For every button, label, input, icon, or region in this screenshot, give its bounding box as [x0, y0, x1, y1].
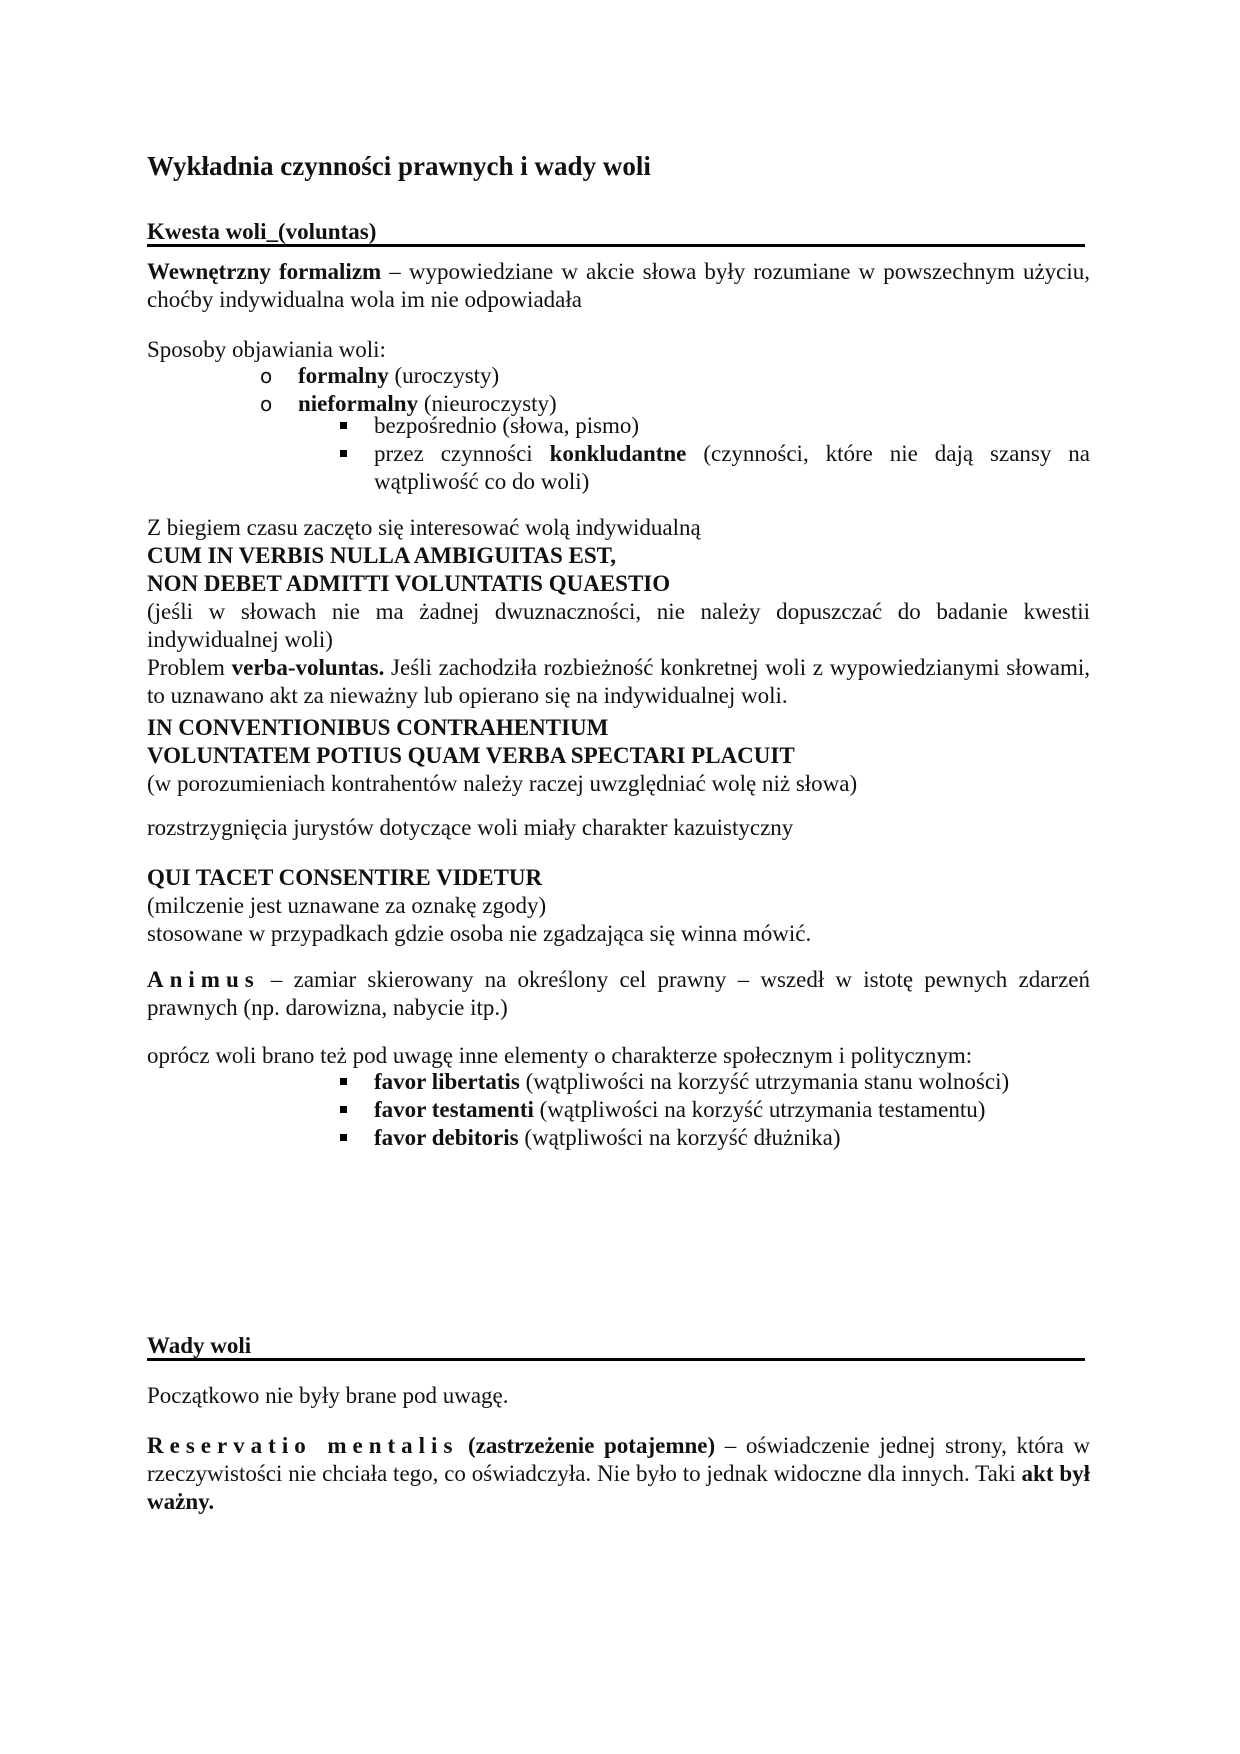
circle-bullet-icon: o [260, 392, 273, 416]
reservatio-conclusion: akt był ważny. [147, 1461, 1090, 1514]
sub-item-term: konkludantne [549, 441, 687, 466]
list-item [337, 412, 1090, 440]
list-item [337, 440, 1090, 496]
square-bullet-icon [340, 1078, 347, 1085]
methods-sublist [337, 412, 1090, 496]
section-heading-text: Wady woli [147, 1333, 252, 1358]
square-bullet-icon [340, 450, 347, 457]
favor-term: favor libertatis [374, 1069, 520, 1094]
section-heading-kwesta-woli [147, 216, 1085, 247]
favor-note: (wątpliwości na korzyść utrzymania stanu wolności) [519, 1069, 1010, 1094]
latin-maxim-line: QUI TACET CONSENTIRE VIDETUR [147, 865, 543, 890]
method-term: formalny [298, 363, 389, 388]
latin-maxim-line: VOLUNTATEM POTIUS QUAM VERBA SPECTARI PLACUIT [147, 743, 795, 768]
animus-text: – zamiar skierowany na określony cel prawny – wszedł w istotę pewnych zdarzeń prawnych (np. darowizna, nabycie itp.) [147, 967, 1090, 1020]
method-note: (nieuroczysty) [418, 391, 557, 416]
sub-item-text: bezpośrednio (słowa, pismo) [374, 413, 640, 438]
maxim-translation: (w porozumieniach kontrahentów należy raczej uwzględniać wolę niż słowa) [147, 771, 858, 796]
square-bullet-icon [340, 1134, 347, 1141]
section-heading-wady-woli [147, 1330, 1085, 1361]
list-item [337, 1068, 1090, 1096]
list-item [260, 362, 557, 390]
favor-term: favor debitoris [374, 1125, 519, 1150]
silence-block [147, 864, 1090, 948]
favor-term: favor testamenti [374, 1097, 534, 1122]
problem-prefix: Problem [147, 655, 232, 680]
individual-intro: Z biegiem czasu zaczęto się interesować wolą indywidualną [147, 515, 701, 540]
initially-paragraph: Początkowo nie były brane pod uwagę. [147, 1383, 509, 1408]
list-item [337, 1096, 1090, 1124]
square-bullet-icon [340, 422, 347, 429]
animus-paragraph [147, 966, 1090, 1022]
reservatio-text: – oświadczenie jednej strony, która w rzeczywistości nie chciała tego, co oświadczyła. Nie było to jednak widoczne dla innych. Taki [147, 1433, 1090, 1486]
animus-term: Animus [147, 967, 260, 992]
latin-maxim-line: IN CONVENTIONIBUS CONTRAHENTIUM [147, 715, 609, 740]
methods-list [260, 362, 557, 418]
maxim-translation: (jeśli w słowach nie ma żadnej dwuznaczności, nie należy dopuszczać do badanie kwestii indywidualnej woli) [147, 599, 1090, 652]
circle-bullet-icon: o [260, 364, 273, 388]
method-note: (uroczysty) [388, 363, 500, 388]
formalism-term: Wewnętrzny formalizm [147, 259, 382, 284]
latin-maxim-line: CUM IN VERBIS NULLA AMBIGUITAS EST, [147, 543, 617, 568]
methods-intro: Sposoby objawiania woli: [147, 337, 386, 362]
favor-note: (wątpliwości na korzyść utrzymania testamentu) [533, 1097, 986, 1122]
latin-maxim-line: NON DEBET ADMITTI VOLUNTATIS QUAESTIO [147, 571, 671, 596]
formalism-paragraph [147, 258, 1090, 314]
individual-will-block [147, 514, 1090, 710]
method-term: nieformalny [298, 391, 419, 416]
reservatio-paragraph [147, 1432, 1090, 1516]
document-title: Wykładnia czynności prawnych i wady woli [147, 151, 651, 181]
favor-list [337, 1068, 1090, 1152]
favor-intro: oprócz woli brano też pod uwagę inne elementy o charakterze społecznym i politycznym: [147, 1043, 973, 1068]
maxim-translation: (milczenie jest uznawane za oznakę zgody) [147, 893, 547, 918]
problem-term: verba-voluntas. [231, 655, 385, 680]
casuistic-paragraph: rozstrzygnięcia jurystów dotyczące woli miały charakter kazuistyczny [147, 815, 794, 840]
sub-item-note: (czynności, które nie dają szansy na wątpliwość co do woli) [374, 441, 1090, 494]
section-heading-text: Kwesta woli_(voluntas) [147, 219, 377, 244]
list-item [337, 1124, 1090, 1152]
silence-note: stosowane w przypadkach gdzie osoba nie zgadzająca się winna mówić. [147, 921, 812, 946]
reservatio-term: Reservatio mentalis [147, 1433, 459, 1458]
sub-item-text: przez czynności [374, 441, 550, 466]
problem-text: Jeśli zachodziła rozbieżność konkretnej woli z wypowiedzianymi słowami, to uznawano akt za nieważny lub opierano się na indywidualnej woli. [147, 655, 1090, 708]
verba-voluntas-paragraph [147, 654, 1090, 710]
reservatio-term-note: (zastrzeżenie potajemne) [458, 1433, 716, 1458]
favor-note: (wątpliwości na korzyść dłużnika) [518, 1125, 841, 1150]
square-bullet-icon [340, 1106, 347, 1113]
formalism-text: – wypowiedziane w akcie słowa były rozumiane w powszechnym użyciu, choćby indywidualna wola im nie odpowiadała [147, 259, 1091, 312]
conventions-block [147, 714, 1090, 798]
